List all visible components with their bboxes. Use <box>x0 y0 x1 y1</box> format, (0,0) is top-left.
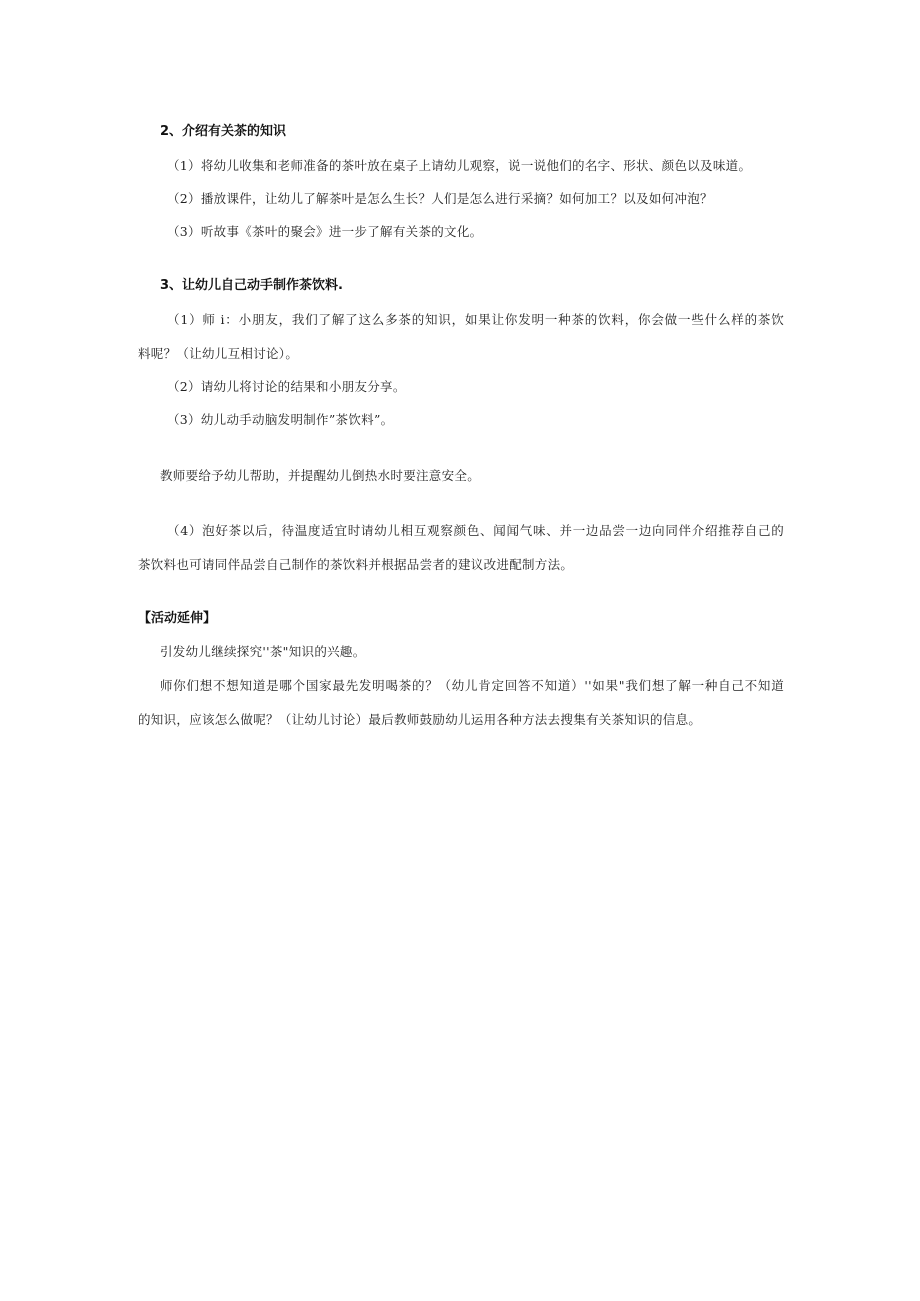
extension-paragraph-2-line-2: 的知识，应该怎么做呢？（让幼儿讨论）最后教师鼓励幼儿运用各种方法去搜集有关茶知识的信息。 <box>138 712 702 727</box>
section-2-item-3: （3）听故事《茶叶的聚会》进一步了解有关茶的文化。 <box>167 224 483 239</box>
section-2-item-2: （2）播放课件，让幼儿了解茶叶是怎么生长？人们是怎么进行采摘？如何加工？以及如何冲泡？ <box>167 191 713 206</box>
section-3-item-3: （3）幼儿动手动脑发明制作”茶饮料”。 <box>167 412 394 427</box>
extension-paragraph-2-line-1: 师你们想不想知道是哪个国家最先发明喝茶的？（幼儿肯定回答不知道）''如果"我们想了解一种自己不知道 <box>160 678 784 693</box>
activity-extension-heading: 【活动延伸】 <box>138 611 217 626</box>
section-3-item-2: （2）请幼儿将讨论的结果和小朋友分享。 <box>167 379 406 394</box>
section-3-item-4-line-2: 茶饮料也可请同伴品尝自己制作的茶饮料并根据品尝者的建议改进配制方法。 <box>138 557 574 572</box>
section-3-item-1-line-1: （1）师 i：小朋友，我们了解了这么多茶的知识，如果让你发明一种茶的饮料，你会做一些什么样的茶饮 <box>167 312 784 327</box>
section-3-item-1-line-2: 料呢？（让幼儿互相讨论）。 <box>138 346 299 361</box>
teacher-note: 教师要给予幼儿帮助，并提醒幼儿倒热水时要注意安全。 <box>160 468 481 483</box>
section-2-heading: 2、介绍有关茶的知识 <box>160 124 287 139</box>
section-2-item-1: （1）将幼儿收集和老师准备的茶叶放在桌子上请幼儿观察，说一说他们的名字、形状、颜色以及味道。 <box>167 158 752 173</box>
section-3-item-4-line-1: （4）泡好茶以后，待温度适宜时请幼儿相互观察颜色、闻闻气味、并一边品尝一边向同伴介绍推荐自己的 <box>167 523 784 538</box>
section-3-heading: 3、让幼儿自己动手制作茶饮料. <box>160 278 343 293</box>
extension-paragraph-1: 引发幼儿继续探究''茶"知识的兴趣。 <box>160 644 366 659</box>
